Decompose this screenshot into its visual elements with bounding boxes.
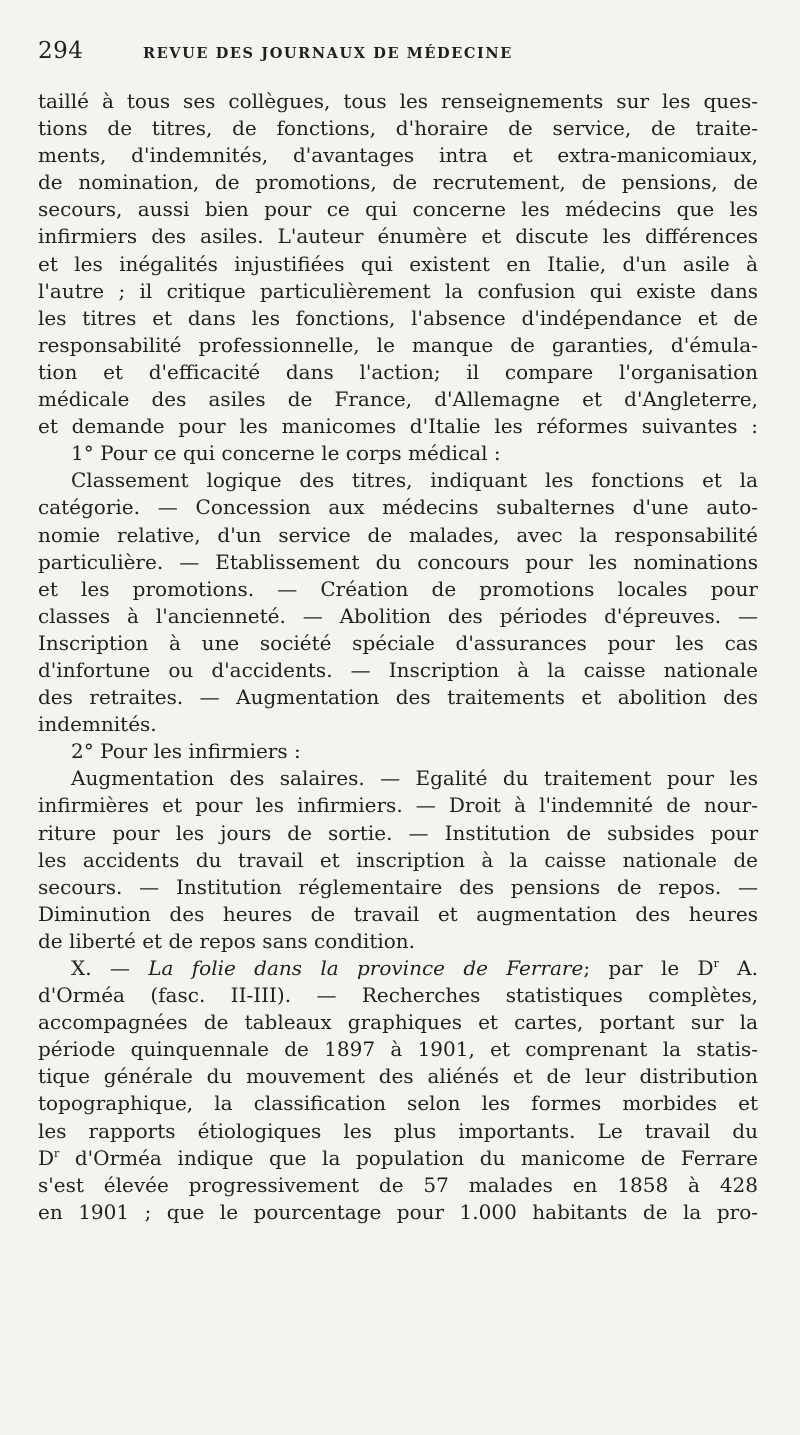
- author-initial: A.: [718, 956, 758, 980]
- text-line: période quinquennale de 1897 à 1901, et comprenant la statis-: [38, 1037, 758, 1062]
- text-line: d'infortune ou d'accidents. — Inscription à la caisse nationale: [38, 657, 758, 682]
- text-line: de liberté et de repos sans condition.: [38, 928, 416, 953]
- article-body: [38, 88, 758, 1226]
- text-line: catégorie. — Concession aux médecins subalternes d'une auto-: [38, 495, 758, 520]
- reform-paragraphs: [38, 88, 758, 955]
- text-line: Diminution des heures de travail et augmentation des heures: [38, 901, 758, 926]
- dr-line-prefix: D: [38, 1145, 55, 1170]
- text-line: les accidents du travail et inscription à la caisse nationale de: [38, 847, 758, 872]
- text-line: secours, aussi bien pour ce qui concerne les médecins que les: [38, 197, 758, 222]
- text-line: médicale des asiles de France, d'Allemagne et d'Angleterre,: [38, 387, 758, 412]
- text-line: taillé à tous ses collègues, tous les renseignements sur les ques-: [38, 89, 758, 113]
- text-line: topographique, la classification selon les formes morbides et: [38, 1091, 758, 1116]
- text-line: ments, d'indemnités, d'avantages intra et extra-manicomiaux,: [38, 143, 758, 168]
- text-line: infirmiers des asiles. L'auteur énumère et discute les différences: [38, 224, 758, 249]
- text-line: Classement logique des titres, indiquant les fonctions et la: [71, 468, 758, 493]
- text-line: l'autre ; il critique particulièrement la confusion qui existe dans: [38, 278, 758, 303]
- text-line: les titres et dans les fonctions, l'absence d'indépendance et de: [38, 305, 758, 330]
- text-line: les rapports étiologiques les plus importants. Le travail du: [38, 1118, 758, 1143]
- text-line: tions de titres, de fonctions, d'horaire de service, de traite-: [38, 116, 758, 141]
- text-line: secours. — Institution réglementaire des pensions de repos. —: [38, 874, 758, 899]
- section-numeral: X. —: [71, 956, 149, 980]
- text-line: et les promotions. — Création de promotions locales pour: [38, 576, 758, 601]
- text-line: Inscription à une société spéciale d'assurances pour les cas: [38, 630, 758, 655]
- text-line: 2° Pour les infirmiers :: [71, 739, 301, 764]
- text-line: nomie relative, d'un service de malades, avec la responsabilité: [38, 522, 758, 547]
- text-line: 1° Pour ce qui concerne le corps médical :: [71, 441, 501, 466]
- dr-line: [38, 1145, 758, 1172]
- section-title-after: ; par le D: [583, 956, 714, 980]
- section-title: La folie dans la province de Ferrare: [148, 956, 584, 980]
- text-line: Augmentation des salaires. — Egalité du traitement pour les: [71, 766, 758, 791]
- dr-line-sup: r: [54, 1146, 60, 1160]
- text-line: et demande pour les manicomes d'Italie les réformes suivantes :: [38, 414, 758, 439]
- text-line: en 1901 ; que le pourcentage pour 1.000 habitants de la pro-: [38, 1199, 758, 1224]
- text-line: riture pour les jours de sortie. — Institution de subsides pour: [38, 820, 758, 845]
- journal-title: REVUE DES JOURNAUX DE MÉDECINE: [143, 45, 513, 62]
- text-line: et les inégalités injustifiées qui existent en Italie, d'un asile à: [38, 251, 758, 276]
- text-line: infirmières et pour les infirmiers. — Droit à l'indemnité de nour-: [38, 793, 758, 818]
- section-x-text: [38, 982, 758, 1145]
- text-line: tique générale du mouvement des aliénés et de leur distribution: [38, 1064, 758, 1089]
- page-number: 294: [38, 38, 84, 64]
- text-line: tion et d'efficacité dans l'action; il compare l'organisation: [38, 359, 758, 384]
- dr-line-text: d'Orméa indique que la population du manicome de Ferrare: [59, 1145, 758, 1170]
- section-x-final-text: [38, 1172, 758, 1226]
- doctor-abbrev-sup: r: [713, 957, 719, 970]
- text-line: classes à l'ancienneté. — Abolition des périodes d'épreuves. —: [38, 603, 758, 628]
- text-line: des retraites. — Augmentation des traitements et abolition des: [38, 685, 758, 710]
- text-line: particulière. — Etablissement du concours pour les nominations: [38, 549, 758, 574]
- text-line: d'Orméa (fasc. II-III). — Recherches statistiques complètes,: [38, 983, 758, 1008]
- text-line: s'est élevée progressivement de 57 malades en 1858 à 428: [38, 1172, 758, 1197]
- running-head: [38, 38, 758, 78]
- text-line: indemnités.: [38, 712, 157, 737]
- section-x-heading-line: [38, 955, 758, 982]
- text-line: de nomination, de promotions, de recrutement, de pensions, de: [38, 170, 758, 195]
- text-line: responsabilité professionnelle, le manque de garanties, d'émula-: [38, 332, 758, 357]
- text-line: accompagnées de tableaux graphiques et cartes, portant sur la: [38, 1010, 758, 1035]
